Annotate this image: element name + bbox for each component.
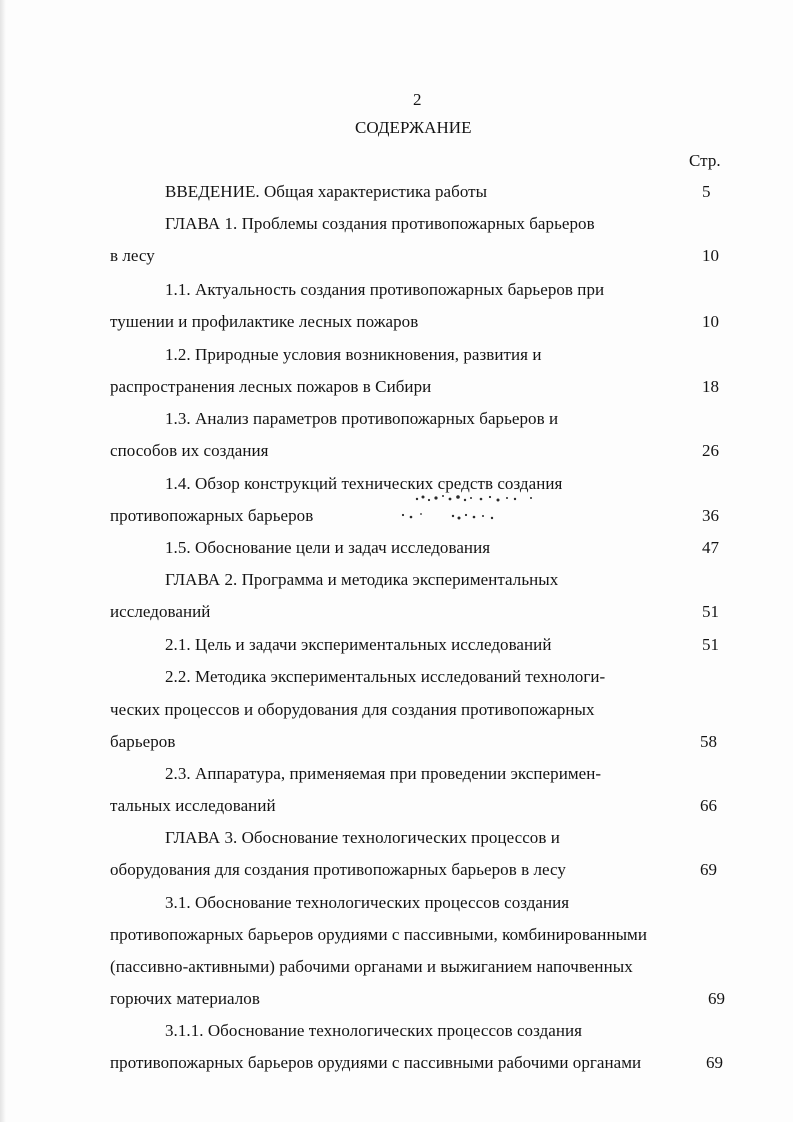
toc-entry-text: в лесу xyxy=(110,246,155,265)
toc-entry-text: барьеров xyxy=(110,732,176,751)
toc-entry-text: 1.5. Обоснование цели и задач исследования xyxy=(165,538,491,557)
toc-entry-text: ГЛАВА 3. Обоснование технологических процессов и xyxy=(165,828,560,847)
toc-entry-page: 69 xyxy=(706,1053,723,1072)
toc-entry-text: 1.4. Обзор конструкций технических средств создания xyxy=(165,474,563,493)
toc-entry-text: 3.1.1. Обоснование технологических процессов создания xyxy=(165,1021,583,1040)
toc-entry-page: 51 xyxy=(702,602,719,621)
toc-entry-text: 1.1. Актуальность создания противопожарных барьеров при xyxy=(165,280,605,299)
toc-entry-page: 66 xyxy=(700,796,717,815)
page-column-header: Стр. xyxy=(689,151,721,170)
toc-entry-page: 51 xyxy=(702,635,719,654)
toc-entry-text: ГЛАВА 2. Программа и методика экспериментальных xyxy=(165,570,559,589)
scan-speckle xyxy=(395,491,540,525)
toc-entry-text: тушении и профилактике лесных пожаров xyxy=(110,312,419,331)
toc-entry-page: 18 xyxy=(702,377,719,396)
toc-entry-page: 58 xyxy=(700,732,717,751)
toc-entry-text: 2.1. Цель и задачи экспериментальных исследований xyxy=(165,635,552,654)
toc-entry-page: 5 xyxy=(702,182,711,201)
toc-entry-page: 69 xyxy=(700,860,717,879)
toc-entry-text: оборудования для создания противопожарных барьеров в лесу xyxy=(110,860,566,879)
toc-entry-text: горючих материалов xyxy=(110,989,260,1008)
toc-entry-page: 10 xyxy=(702,246,719,265)
toc-entry-text: исследований xyxy=(110,602,211,621)
toc-entry-text: тальных исследований xyxy=(110,796,276,815)
toc-entry-page: 69 xyxy=(708,989,725,1008)
toc-entry-page: 47 xyxy=(702,538,719,557)
page-number: 2 xyxy=(413,90,422,109)
toc-entry-text: 3.1. Обоснование технологических процессов создания xyxy=(165,893,570,912)
toc-entry-text: противопожарных барьеров орудиями с пассивными, комбинированными xyxy=(110,925,648,944)
toc-entry-text: 1.2. Природные условия возникновения, развития и xyxy=(165,345,542,364)
toc-entry-page: 10 xyxy=(702,312,719,331)
toc-entry-page: 26 xyxy=(702,441,719,460)
scan-edge-shadow xyxy=(0,0,6,1122)
toc-entry-text: ческих процессов и оборудования для создания противопожарных xyxy=(110,700,595,719)
toc-entry-text: противопожарных барьеров орудиями с пассивными рабочими органами xyxy=(110,1053,642,1072)
toc-entry-text: способов их создания xyxy=(110,441,269,460)
toc-entry-text: противопожарных барьеров xyxy=(110,506,314,525)
toc-entry-text: (пассивно-активными) рабочими органами и выжиганием напочвенных xyxy=(110,957,633,976)
toc-entry-text: ГЛАВА 1. Проблемы создания противопожарных барьеров xyxy=(165,214,595,233)
toc-entry-text: ВВЕДЕНИЕ. Общая характеристика работы xyxy=(165,182,488,201)
toc-entry-text: 2.3. Аппаратура, применяемая при проведении эксперимен- xyxy=(165,764,602,783)
toc-entry-text: распространения лесных пожаров в Сибири xyxy=(110,377,432,396)
toc-entry-page: 36 xyxy=(702,506,719,525)
toc-entry-text: 2.2. Методика экспериментальных исследований технологи- xyxy=(165,667,606,686)
toc-title: СОДЕРЖАНИЕ xyxy=(355,118,472,137)
toc-entry-text: 1.3. Анализ параметров противопожарных барьеров и xyxy=(165,409,559,428)
